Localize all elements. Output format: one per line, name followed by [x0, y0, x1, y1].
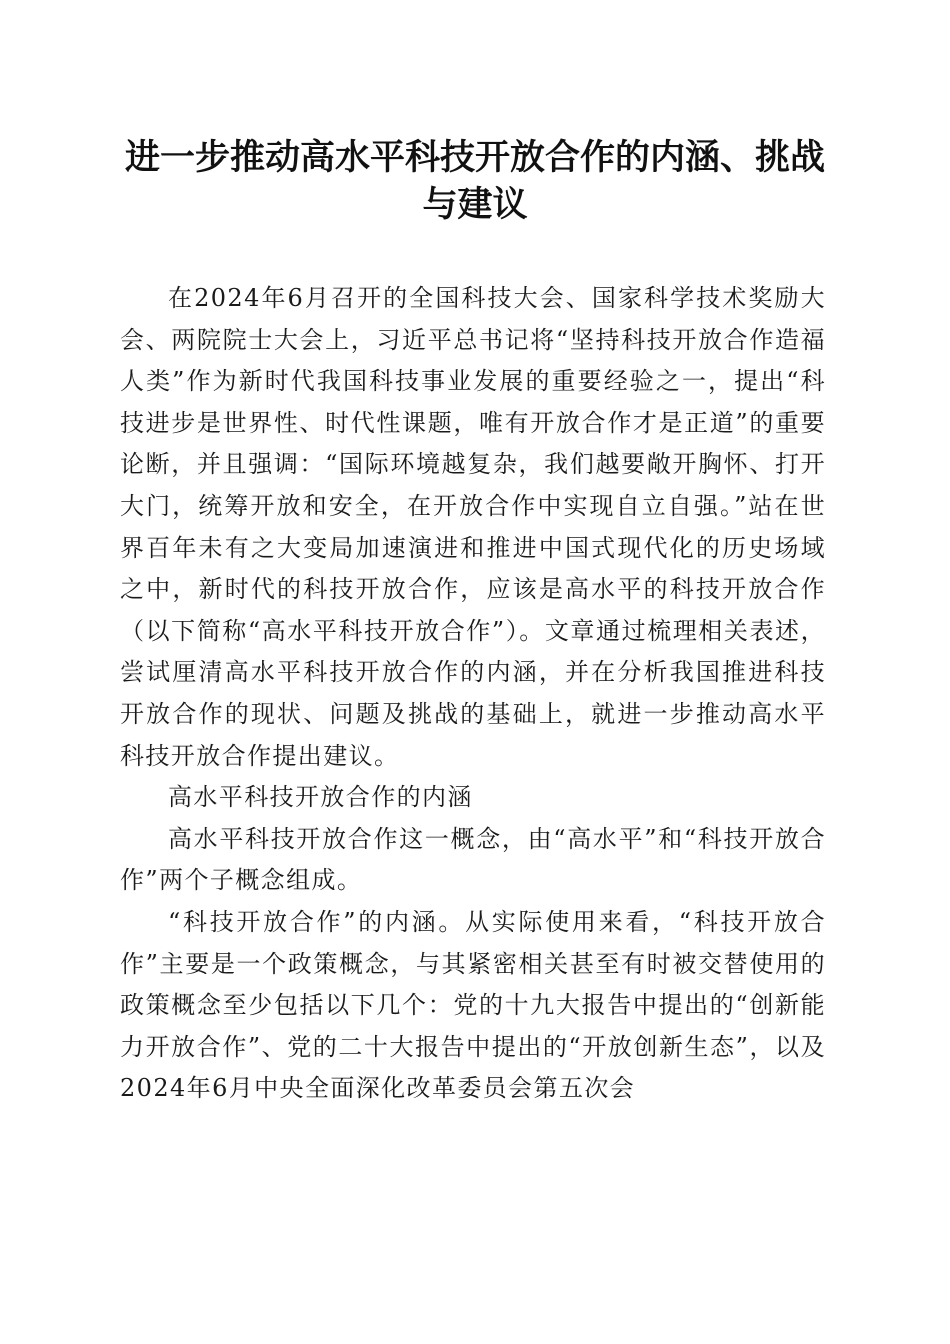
definition-paragraph: “科技开放合作”的内涵。从实际使用来看，“科技开放合作”主要是一个政策概念，与其紧密相关甚至有时被交替使用的政策概念至少包括以下几个：党的十九大报告中提出的“创新能力开放合作”、党的二十大报告中提出的“开放创新生态”，以及2024年6月中央全面深化改革委员会第五次会	[120, 907, 826, 1103]
document-body	[120, 278, 826, 1110]
section-heading: 高水平科技开放合作的内涵	[168, 783, 473, 812]
intro-paragraph: 在2024年6月召开的全国科技大会、国家科学技术奖励大会、两院院士大会上，习近平总书记将“坚持科技开放合作造福人类”作为新时代我国科技事业发展的重要经验之一，提出“科技进步是世界性、时代性课题，唯有开放合作才是正道”的重要论断，并且强调：“国际环境越复杂，我们越要敞开胸怀、打开大门，统筹开放和安全，在开放合作中实现自立自强。”站在世界百年未有之大变局加速演进和推进中国式现代化的历史场域之中，新时代的科技开放合作，应该是高水平的科技开放合作（以下简称“高水平科技开放合作”）。文章通过梳理相关表述，尝试厘清高水平科技开放合作的内涵，并在分析我国推进科技开放合作的现状、问题及挑战的基础上，就进一步推动高水平科技开放合作提出建议。	[120, 284, 826, 770]
document-title: 进一步推动高水平科技开放合作的内涵、挑战与建议	[124, 137, 825, 225]
concept-paragraph: 高水平科技开放合作这一概念，由“高水平”和“科技开放合作”两个子概念组成。	[120, 824, 826, 895]
